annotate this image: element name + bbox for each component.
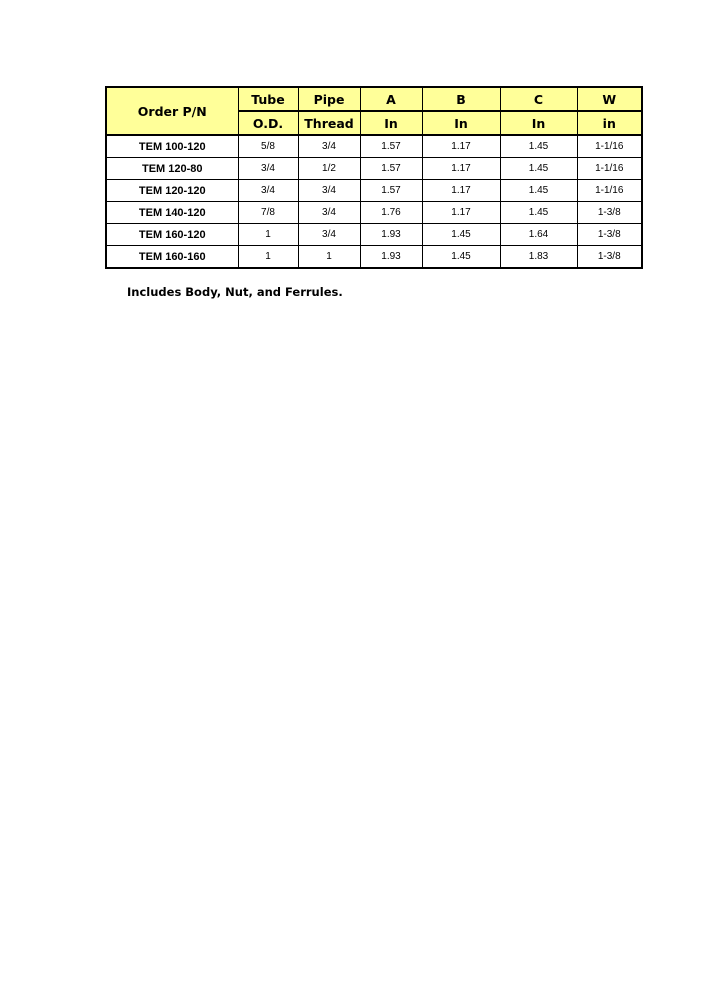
cell-c: 1.45: [500, 202, 577, 224]
cell-order-pn: TEM 120-120: [106, 180, 238, 202]
cell-b: 1.17: [422, 180, 500, 202]
cell-a: 1.57: [360, 135, 422, 158]
table-row: [106, 202, 642, 224]
cell-c: 1.83: [500, 246, 577, 269]
cell-tube: 3/4: [238, 158, 298, 180]
cell-a: 1.76: [360, 202, 422, 224]
cell-w: 1-3/8: [577, 246, 642, 269]
includes-note: Includes Body, Nut, and Ferrules.: [127, 285, 343, 299]
cell-order-pn: TEM 160-120: [106, 224, 238, 246]
cell-w: 1-1/16: [577, 135, 642, 158]
table-row: [106, 224, 642, 246]
cell-tube: 3/4: [238, 180, 298, 202]
spec-table: [105, 86, 643, 269]
cell-a: 1.93: [360, 246, 422, 269]
cell-a: 1.57: [360, 158, 422, 180]
cell-c: 1.64: [500, 224, 577, 246]
header-c: C: [500, 87, 577, 111]
cell-pipe: 3/4: [298, 180, 360, 202]
header-b: B: [422, 87, 500, 111]
header-b-unit: In: [422, 111, 500, 135]
cell-order-pn: TEM 100-120: [106, 135, 238, 158]
cell-tube: 5/8: [238, 135, 298, 158]
header-c-unit: In: [500, 111, 577, 135]
cell-b: 1.17: [422, 158, 500, 180]
cell-b: 1.17: [422, 202, 500, 224]
header-a-unit: In: [360, 111, 422, 135]
table-header: [106, 87, 642, 135]
header-w-unit: in: [577, 111, 642, 135]
cell-pipe: 3/4: [298, 135, 360, 158]
header-tube: Tube: [238, 87, 298, 111]
cell-pipe: 1/2: [298, 158, 360, 180]
cell-tube: 7/8: [238, 202, 298, 224]
cell-c: 1.45: [500, 158, 577, 180]
header-order-pn: Order P/N: [106, 87, 238, 135]
cell-pipe: 3/4: [298, 224, 360, 246]
header-w: W: [577, 87, 642, 111]
cell-tube: 1: [238, 246, 298, 269]
cell-w: 1-1/16: [577, 180, 642, 202]
cell-w: 1-3/8: [577, 224, 642, 246]
cell-order-pn: TEM 160-160: [106, 246, 238, 269]
cell-c: 1.45: [500, 135, 577, 158]
cell-w: 1-1/16: [577, 158, 642, 180]
table-row: [106, 180, 642, 202]
cell-b: 1.45: [422, 246, 500, 269]
cell-pipe: 3/4: [298, 202, 360, 224]
header-a: A: [360, 87, 422, 111]
header-tube-unit: O.D.: [238, 111, 298, 135]
cell-pipe: 1: [298, 246, 360, 269]
table-row: [106, 158, 642, 180]
table-row: [106, 135, 642, 158]
cell-a: 1.93: [360, 224, 422, 246]
cell-b: 1.45: [422, 224, 500, 246]
cell-order-pn: TEM 120-80: [106, 158, 238, 180]
cell-a: 1.57: [360, 180, 422, 202]
cell-c: 1.45: [500, 180, 577, 202]
cell-tube: 1: [238, 224, 298, 246]
header-pipe-unit: Thread: [298, 111, 360, 135]
cell-b: 1.17: [422, 135, 500, 158]
table-row: [106, 246, 642, 269]
header-pipe: Pipe: [298, 87, 360, 111]
cell-order-pn: TEM 140-120: [106, 202, 238, 224]
table-body: [106, 135, 642, 268]
cell-w: 1-3/8: [577, 202, 642, 224]
